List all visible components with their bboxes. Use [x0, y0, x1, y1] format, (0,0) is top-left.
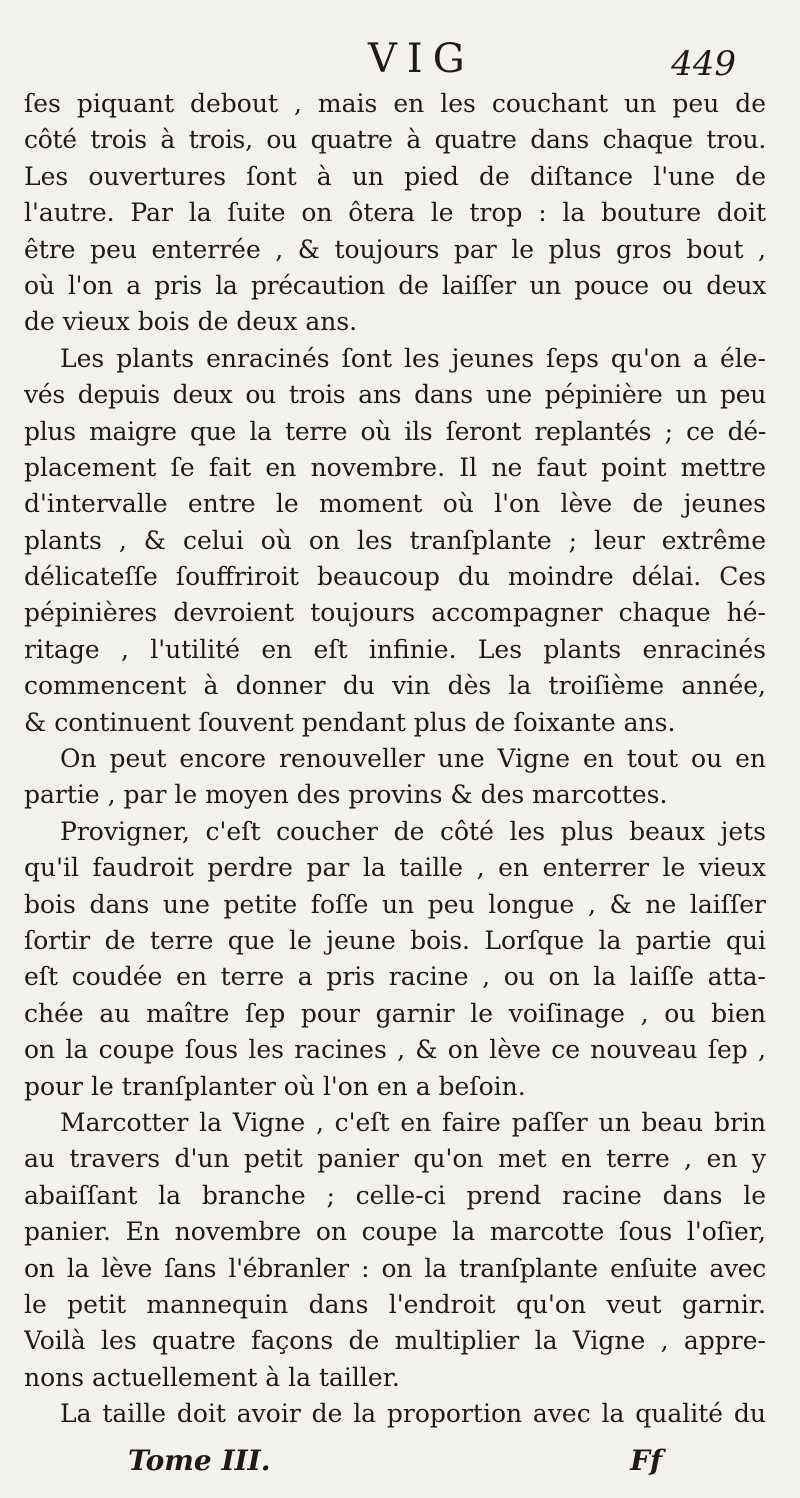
text-line: Les ouvertures ſont à un pied de diſtance l'une de	[24, 161, 766, 191]
text-line: d'intervalle entre le moment où l'on lève de jeunes	[24, 489, 766, 519]
text-line: l'autre. Par la ſuite on ôtera le trop : la bouture doit	[24, 198, 766, 228]
text-line: on la lève ſans l'ébranler : on la tranſplante enſuite avec	[24, 1253, 766, 1283]
volume-label: Tome III.	[128, 1444, 271, 1478]
page-number: 449	[671, 44, 736, 84]
text-line: nons actuellement à la tailler.	[24, 1362, 400, 1392]
text-line: on la coupe ſous les racines , & on lève ce nouveau ſep ,	[24, 1035, 766, 1065]
text-line: La taille doit avoir de la proportion avec la qualité du	[60, 1399, 766, 1429]
text-line: ſortir de terre que le jeune bois. Lorſque la partie qui	[24, 925, 766, 955]
text-line: Provigner, c'eſt coucher de côté les plus beaux jets	[60, 816, 766, 846]
text-line: de vieux bois de deux ans.	[24, 307, 358, 337]
text-line: On peut encore renouveller une Vigne en tout ou en	[60, 744, 766, 774]
text-line: commencent à donner du vin dès la troiſième année,	[24, 671, 766, 701]
running-title: VIG	[368, 36, 475, 82]
text-line: ſes piquant debout , mais en les couchant un peu de	[24, 89, 766, 118]
text-line: plants , & celui où on les tranſplante ; leur extrême	[24, 525, 766, 555]
text-line: Voilà les quatre façons de multiplier la Vigne , appre-	[24, 1326, 766, 1356]
text-line: bois dans une petite foſſe un peu longue , & ne laiſſer	[24, 889, 766, 919]
text-line: Les plants enracinés ſont les jeunes ſeps qu'on a éle-	[60, 343, 766, 373]
text-line: pépinières devroient toujours accompagner chaque hé-	[24, 598, 766, 628]
body-text	[24, 86, 766, 1432]
text-line: & continuent ſouvent pendant plus de ſoixante ans.	[24, 707, 676, 737]
text-line: le petit mannequin dans l'endroit qu'on veut garnir.	[24, 1289, 766, 1319]
text-line: panier. En novembre on coupe la marcotte ſous l'oſier,	[24, 1217, 766, 1247]
text-line: où l'on a pris la précaution de laiſſer un pouce ou deux	[24, 270, 766, 300]
text-line: pour le tranſplanter où l'on en a beſoin.	[24, 1071, 526, 1101]
text-line: eſt coudée en terre a pris racine , ou on la laiſſe atta-	[24, 962, 766, 992]
page-header	[24, 0, 766, 86]
text-line: au travers d'un petit panier qu'on met en terre , en y	[24, 1144, 766, 1174]
text-line: chée au maître ſep pour garnir le voiſinage , ou bien	[24, 998, 766, 1028]
text-line: être peu enterrée , & toujours par le plus gros bout ,	[24, 234, 766, 264]
text-line: qu'il faudroit perdre par la taille , en enterrer le vieux	[24, 853, 766, 883]
text-line: abaiſſant la branche ; celle-ci prend racine dans le	[24, 1180, 766, 1210]
text-line: plus maigre que la terre où ils ſeront replantés ; ce dé-	[24, 416, 766, 446]
text-line: vés depuis deux ou trois ans dans une pépinière un peu	[24, 380, 766, 410]
text-line: ritage , l'utilité en eſt infinie. Les plants enracinés	[24, 634, 766, 664]
page-footer	[24, 1438, 766, 1498]
signature-mark: Ff	[630, 1444, 662, 1478]
text-line: Marcotter la Vigne , c'eſt en faire paſſer un beau brin	[60, 1107, 766, 1137]
text-line: délicateſſe ſouffriroit beaucoup du moindre délai. Ces	[24, 562, 766, 592]
text-line: partie , par le moyen des provins & des marcottes.	[24, 780, 668, 810]
text-line: côté trois à trois, ou quatre à quatre dans chaque trou.	[24, 125, 766, 155]
text-line: placement ſe fait en novembre. Il ne faut point mettre	[24, 452, 766, 482]
